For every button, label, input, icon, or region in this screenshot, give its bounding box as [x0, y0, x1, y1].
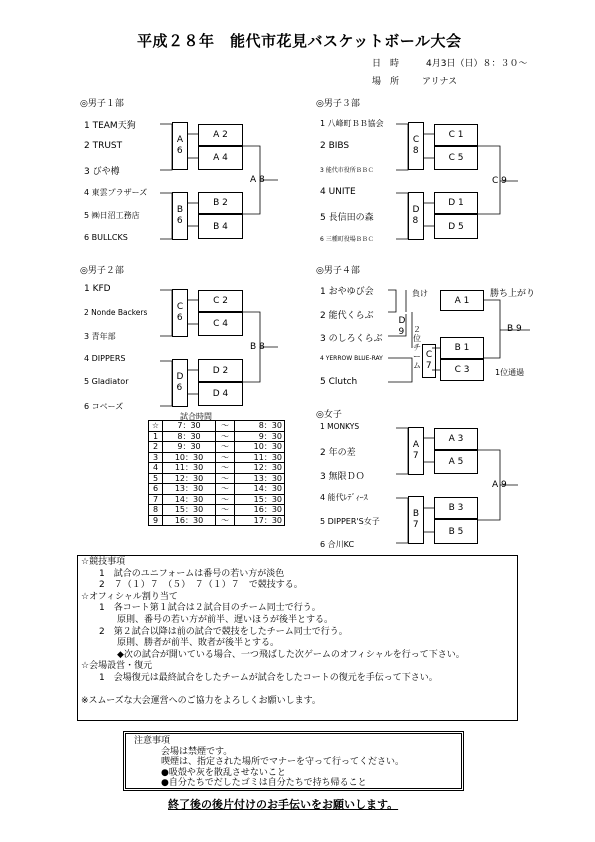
men1-game-b4: B 4: [198, 214, 243, 239]
men1-pool-b: B 6: [172, 192, 188, 240]
notes-line: 1 各コート第１試合は２試合目のチーム同士で行う。: [81, 603, 321, 614]
schedule-cell: 16：30: [163, 515, 216, 526]
notes-line: 1 会場復元は最終試合をしたチームが試合をしたコートの復元を手伝って下さい。: [81, 672, 438, 683]
men2-game-c4: C 4: [198, 312, 243, 336]
men3-team-1: 1 八峰町ＢＢ協会: [320, 119, 384, 128]
schedule-cell: ～: [216, 515, 235, 526]
schedule-row: [149, 463, 285, 474]
notes-line: ※スムーズな大会運営へのご協力をよろしくお願いします。: [81, 696, 321, 707]
women-team-4: 4 能代ﾚﾃﾞｨｰｽ: [320, 493, 368, 502]
women-game-a5: A 5: [434, 450, 478, 474]
men2-game-d2: D 2: [198, 359, 243, 382]
schedule-cell: 10：30: [235, 442, 285, 453]
men3-game-d5: D 5: [434, 214, 478, 239]
schedule-cell: 15：30: [163, 505, 216, 516]
schedule-cell: 1: [149, 431, 163, 442]
men1-game-b2: B 2: [198, 192, 243, 214]
schedule-cell: 7: [149, 494, 163, 505]
schedule-cell: 7：30: [163, 421, 216, 432]
men4-team-4: 4 YERROW BLUE-RAY: [320, 355, 383, 362]
schedule-cell: 16：30: [235, 505, 285, 516]
men3-game-d1: D 1: [434, 192, 478, 214]
women-game-b5: B 5: [434, 519, 478, 544]
women-team-5: 5 DIPPER'S女子: [320, 517, 380, 526]
caution-line: ●吸殻や灰を散乱させないこと: [134, 767, 286, 778]
women-team-3: 3 無限ＤＯ: [320, 472, 365, 482]
schedule-cell: 3: [149, 452, 163, 463]
men4-second-label: ２ 位 チ ー ム: [413, 325, 421, 370]
schedule-cell: 5: [149, 473, 163, 484]
caution-line: 喫煙は、指定された場所でマナーを守って行ってください。: [134, 757, 405, 768]
men4-d9-label: D 9: [398, 316, 406, 337]
men1-team-3: 3 びや樽: [84, 167, 120, 177]
caution-box: [123, 731, 464, 791]
schedule-row: [149, 452, 285, 463]
schedule-cell: 13：30: [163, 484, 216, 495]
men2-pool-d: D 6: [172, 359, 188, 407]
notes-line: [81, 685, 514, 697]
schedule-cell: 10：30: [163, 452, 216, 463]
schedule-cell: ～: [216, 452, 235, 463]
men2-pool-c: C 6: [172, 289, 188, 337]
women-game-a3: A 3: [434, 428, 478, 450]
notes-box: [77, 555, 518, 721]
schedule-row: [149, 515, 285, 526]
men3-pool-c: C 8: [408, 122, 424, 170]
men2-final-game: B 8: [250, 342, 265, 352]
page-title: 平成２８年 能代市花見バスケットボール大会: [137, 32, 462, 50]
men4-team-2: 2 能代くらぶ: [320, 311, 374, 321]
men4-first-label: 1位通過: [495, 368, 525, 377]
caution-line: ●自分たちでだしたゴミは自分たちで持ち帰ること: [134, 778, 367, 789]
men1-team-2: 2 TRUST: [84, 141, 123, 151]
notes-line: ◆次の試合が開いている場合、一つ飛ばした次ゲームのオフィシャルを行って下さい。: [81, 649, 465, 660]
schedule-cell: 17：30: [235, 515, 285, 526]
schedule-row: [149, 442, 285, 453]
women-pool-b: B 7: [408, 496, 424, 544]
schedule-cell: ～: [216, 442, 235, 453]
men1-team-6: 6 BULLCKS: [84, 233, 128, 242]
men4-team-5: 5 Clutch: [320, 377, 358, 387]
men1-final-game: A 8: [250, 175, 265, 185]
schedule-cell: ～: [216, 494, 235, 505]
notes-line: 原則、番号の若い方が前半、遅いほうが後半とする。: [81, 614, 334, 625]
men4-c7-label: C 7: [422, 344, 436, 378]
men4-lose-label: 負け: [412, 289, 428, 298]
men2-team-4: 4 DIPPERS: [84, 354, 126, 363]
schedule-title: 試合時間: [180, 412, 212, 421]
men2-game-c2: C 2: [198, 290, 243, 312]
schedule-cell: 12：30: [235, 463, 285, 474]
schedule-cell: 9：30: [163, 442, 216, 453]
women-pool-a: A 7: [408, 427, 424, 475]
schedule-row: [149, 431, 285, 442]
men2-team-3: 3 青年部: [84, 332, 116, 341]
men4-final-game: B 9: [507, 324, 522, 334]
notes-line: 2 第２試合以降は前の試合で競技をしたチーム同士で行う。: [81, 626, 348, 637]
men3-team-2: 2 BIBS: [320, 141, 350, 151]
women-team-2: 2 年の差: [320, 448, 356, 458]
men4-team-1: 1 おやゆび会: [320, 287, 374, 297]
men4-team-3: 3 のしろくらぶ: [320, 334, 383, 344]
schedule-cell: ～: [216, 431, 235, 442]
women-game-b3: B 3: [434, 497, 478, 519]
schedule-cell: 6: [149, 484, 163, 495]
men2-team-5: 5 Gladiator: [84, 377, 129, 386]
schedule-row: [149, 473, 285, 484]
schedule-cell: 14：30: [163, 494, 216, 505]
men1-pool-a: A 6: [172, 122, 188, 170]
men3-team-5: 5 長信田の森: [320, 213, 374, 223]
schedule-cell: 8：30: [235, 421, 285, 432]
schedule-cell: 2: [149, 442, 163, 453]
men4-heading: ◎男子４部: [316, 266, 360, 276]
schedule-cell: 9: [149, 515, 163, 526]
women-team-1: 1 MONKYS: [320, 422, 360, 431]
men1-heading: ◎男子１部: [80, 99, 124, 109]
caution-title: 注意事項: [134, 736, 171, 746]
women-final-game: A 9: [492, 480, 507, 490]
men4-game-a1: A 1: [440, 290, 484, 311]
notes-line: ☆会場設営・復元: [81, 661, 153, 672]
men2-team-6: 6 コベーズ: [84, 402, 124, 411]
men4-win-label: 勝ち上がり: [490, 289, 536, 299]
schedule-cell: ～: [216, 473, 235, 484]
schedule-cell: ～: [216, 484, 235, 495]
schedule-cell: ☆: [149, 421, 163, 432]
men2-heading: ◎男子２部: [80, 266, 124, 276]
notes-line: ☆競技事項: [81, 557, 126, 567]
venue-value: アリナス: [422, 77, 458, 87]
footer-message: 終了後の後片付けのお手伝いをお願いします。: [168, 798, 399, 811]
men3-team-3: 3 能代市役所ＢＢＣ: [320, 167, 374, 174]
schedule-cell: ～: [216, 463, 235, 474]
men3-game-c5: C 5: [434, 146, 478, 170]
schedule-cell: ～: [216, 505, 235, 516]
schedule-row: [149, 505, 285, 516]
notes-line: 2 ７（１）７ （５） ７（１）７ で競技する。: [81, 580, 303, 591]
men3-final-game: C 9: [492, 176, 507, 186]
notes-line: 原則、勝者が前半、敗者が後半とする。: [81, 638, 280, 649]
schedule-cell: 8: [149, 505, 163, 516]
men1-game-a2: A 2: [198, 124, 243, 146]
schedule-cell: 14：30: [235, 484, 285, 495]
date-value: 4月3日（日）８：３０～: [426, 59, 528, 69]
schedule-cell: 11：30: [235, 452, 285, 463]
schedule-cell: 11：30: [163, 463, 216, 474]
men3-game-c1: C 1: [434, 124, 478, 146]
schedule-table: [148, 420, 285, 526]
men1-team-4: 4 東雲プラザーズ: [84, 188, 148, 197]
schedule-row: [149, 421, 285, 432]
women-heading: ◎女子: [316, 410, 342, 420]
caution-line: 会場は禁煙です。: [134, 746, 233, 757]
men4-game-c3: C 3: [440, 359, 484, 381]
men4-game-b1: B 1: [440, 337, 484, 359]
schedule-row: [149, 484, 285, 495]
date-label: 日 時: [372, 59, 400, 69]
schedule-cell: 4: [149, 463, 163, 474]
men1-team-5: 5 ㈱日沼工務店: [84, 211, 140, 220]
men3-heading: ◎男子３部: [316, 99, 360, 109]
schedule-row: [149, 494, 285, 505]
men3-team-6: 6 三種町役場ＢＢＣ: [320, 236, 374, 243]
schedule-cell: 15：30: [235, 494, 285, 505]
schedule-cell: 9：30: [235, 431, 285, 442]
men3-team-4: 4 UNITE: [320, 187, 356, 197]
men2-team-2: 2 Nonde Backers: [84, 308, 148, 317]
schedule-cell: 13：30: [235, 473, 285, 484]
notes-line: 1 試合のユニフォームは番号の若い方が淡色: [81, 568, 285, 579]
men1-team-1: 1 TEAM天狗: [84, 121, 136, 131]
men2-game-d4: D 4: [198, 382, 243, 406]
schedule-cell: ～: [216, 421, 235, 432]
schedule-cell: 12：30: [163, 473, 216, 484]
men2-team-1: 1 KFD: [84, 284, 111, 294]
men1-game-a4: A 4: [198, 146, 243, 170]
women-team-6: 6 合川KC: [320, 540, 355, 549]
venue-label: 場 所: [372, 77, 400, 87]
notes-line: ☆オフィシャル割り当て: [81, 591, 178, 602]
men3-pool-d: D 8: [408, 192, 424, 240]
schedule-cell: 8：30: [163, 431, 216, 442]
